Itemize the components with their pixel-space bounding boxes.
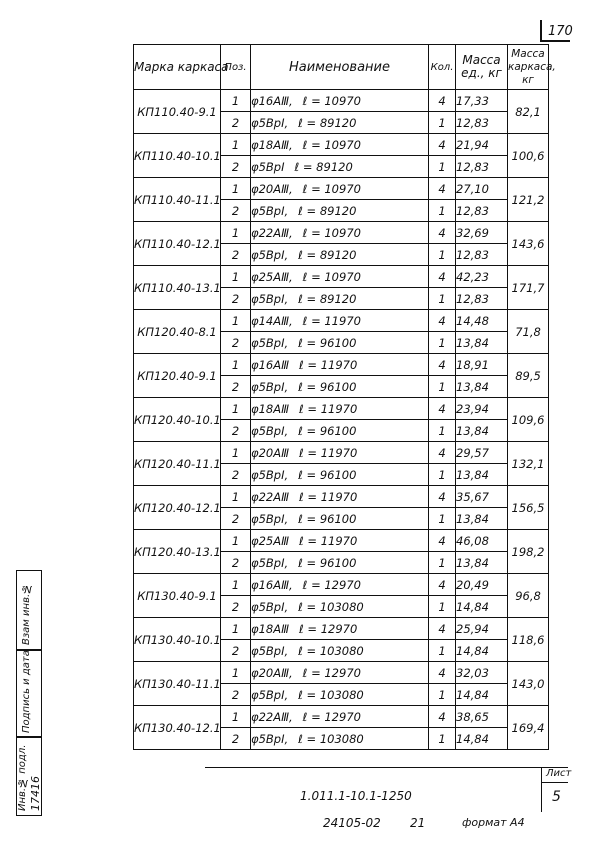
quantity-cell: 4 bbox=[429, 398, 456, 420]
frame-mark: КП110.40-10.1 bbox=[134, 134, 221, 178]
quantity-cell: 1 bbox=[429, 156, 456, 178]
header-qty: Кол. bbox=[429, 45, 456, 90]
table-row bbox=[134, 134, 549, 156]
bar-length: ℓ = 12970 bbox=[299, 621, 358, 636]
position-cell: 1 bbox=[221, 398, 251, 420]
bar-length: ℓ = 96100 bbox=[298, 511, 357, 526]
position-cell: 2 bbox=[221, 112, 251, 134]
table-row bbox=[134, 178, 549, 200]
unit-mass-cell: 20,49 bbox=[456, 574, 508, 596]
name-cell bbox=[251, 442, 429, 464]
unit-mass-cell: 12,83 bbox=[456, 200, 508, 222]
quantity-cell: 1 bbox=[429, 640, 456, 662]
table-row bbox=[134, 266, 549, 288]
footer-code: 24105-02 bbox=[323, 816, 381, 830]
name-cell bbox=[251, 266, 429, 288]
frame-mark: КП120.40-12.1 bbox=[134, 486, 221, 530]
stamp-inv-no-label: Инв.№ подл. bbox=[17, 744, 28, 811]
bar-spec: φ18AⅢ, bbox=[251, 137, 293, 152]
quantity-cell: 4 bbox=[429, 706, 456, 728]
frame-mark: КП110.40-9.1 bbox=[134, 90, 221, 134]
frame-mark: КП130.40-12.1 bbox=[134, 706, 221, 750]
name-cell bbox=[251, 486, 429, 508]
bar-spec: φ5BpI, bbox=[251, 643, 289, 658]
quantity-cell: 4 bbox=[429, 178, 456, 200]
frame-mass-cell: 118,6 bbox=[508, 618, 549, 662]
page-number: 170 bbox=[548, 24, 573, 39]
quantity-cell: 4 bbox=[429, 662, 456, 684]
unit-mass-cell: 12,83 bbox=[456, 156, 508, 178]
bar-length: ℓ = 89120 bbox=[298, 247, 357, 262]
unit-mass-cell: 14,84 bbox=[456, 640, 508, 662]
side-stamp bbox=[16, 570, 42, 816]
position-cell: 1 bbox=[221, 90, 251, 112]
bar-spec: φ25AⅢ, bbox=[251, 269, 293, 284]
bar-spec: φ5BpI, bbox=[251, 687, 289, 702]
bar-length: ℓ = 10970 bbox=[302, 181, 361, 196]
name-cell bbox=[251, 464, 429, 486]
bar-length: ℓ = 103080 bbox=[298, 731, 364, 746]
bar-spec: φ5BpI, bbox=[251, 203, 289, 218]
unit-mass-cell: 13,84 bbox=[456, 552, 508, 574]
bar-length: ℓ = 11970 bbox=[302, 313, 361, 328]
frame-mark: КП130.40-10.1 bbox=[134, 618, 221, 662]
position-cell: 1 bbox=[221, 134, 251, 156]
quantity-cell: 1 bbox=[429, 684, 456, 706]
name-cell bbox=[251, 684, 429, 706]
sheet-label: Лист bbox=[546, 768, 572, 779]
name-cell bbox=[251, 706, 429, 728]
bar-spec: φ5BpI, bbox=[251, 599, 289, 614]
position-cell: 2 bbox=[221, 728, 251, 750]
name-cell bbox=[251, 90, 429, 112]
position-cell: 1 bbox=[221, 662, 251, 684]
unit-mass-cell: 21,94 bbox=[456, 134, 508, 156]
stamp-divider-2 bbox=[17, 736, 41, 738]
table-row bbox=[134, 90, 549, 112]
frame-mass-cell: 169,4 bbox=[508, 706, 549, 750]
quantity-cell: 1 bbox=[429, 244, 456, 266]
frame-mass-cell: 82,1 bbox=[508, 90, 549, 134]
unit-mass-cell: 13,84 bbox=[456, 508, 508, 530]
unit-mass-cell: 17,33 bbox=[456, 90, 508, 112]
quantity-cell: 4 bbox=[429, 90, 456, 112]
table-row bbox=[134, 398, 549, 420]
bar-length: ℓ = 10970 bbox=[302, 269, 361, 284]
quantity-cell: 4 bbox=[429, 574, 456, 596]
unit-mass-cell: 38,65 bbox=[456, 706, 508, 728]
name-cell bbox=[251, 134, 429, 156]
frame-mass-cell: 198,2 bbox=[508, 530, 549, 574]
bar-spec: φ16AⅢ, bbox=[251, 93, 293, 108]
quantity-cell: 1 bbox=[429, 464, 456, 486]
position-cell: 1 bbox=[221, 310, 251, 332]
bar-spec: φ5BpI, bbox=[251, 379, 289, 394]
unit-mass-cell: 12,83 bbox=[456, 288, 508, 310]
name-cell bbox=[251, 574, 429, 596]
header-mark: Марка каркаса bbox=[134, 45, 221, 90]
frame-mass-cell: 121,2 bbox=[508, 178, 549, 222]
name-cell bbox=[251, 508, 429, 530]
bar-length: ℓ = 96100 bbox=[298, 379, 357, 394]
sheet-number: 5 bbox=[552, 789, 561, 805]
position-cell: 1 bbox=[221, 354, 251, 376]
position-cell: 2 bbox=[221, 552, 251, 574]
header-name: Наименование bbox=[251, 45, 429, 90]
bar-spec: φ5BpI, bbox=[251, 247, 289, 262]
unit-mass-cell: 32,69 bbox=[456, 222, 508, 244]
bar-length: ℓ = 11970 bbox=[299, 533, 358, 548]
specification-table bbox=[133, 44, 556, 750]
frame-mass-cell: 100,6 bbox=[508, 134, 549, 178]
bar-length: ℓ = 12970 bbox=[302, 577, 361, 592]
quantity-cell: 1 bbox=[429, 288, 456, 310]
table-row bbox=[134, 442, 549, 464]
quantity-cell: 4 bbox=[429, 486, 456, 508]
frame-mark: КП120.40-8.1 bbox=[134, 310, 221, 354]
table-row bbox=[134, 618, 549, 640]
bar-spec: φ20AⅢ, bbox=[251, 181, 293, 196]
stamp-replace-label: Взам инв.№ bbox=[21, 582, 32, 645]
quantity-cell: 4 bbox=[429, 310, 456, 332]
unit-mass-cell: 27,10 bbox=[456, 178, 508, 200]
bar-length: ℓ = 89120 bbox=[298, 203, 357, 218]
name-cell bbox=[251, 222, 429, 244]
bar-spec: φ16AⅢ bbox=[251, 357, 290, 372]
bar-length: ℓ = 103080 bbox=[298, 643, 364, 658]
page-number-divider bbox=[540, 20, 542, 42]
table-header bbox=[134, 45, 549, 90]
header-pos: Поз. bbox=[221, 45, 251, 90]
name-cell bbox=[251, 662, 429, 684]
name-cell bbox=[251, 354, 429, 376]
position-cell: 2 bbox=[221, 640, 251, 662]
bar-length: ℓ = 11970 bbox=[299, 445, 358, 460]
bar-spec: φ25AⅢ bbox=[251, 533, 290, 548]
unit-mass-cell: 25,94 bbox=[456, 618, 508, 640]
quantity-cell: 4 bbox=[429, 222, 456, 244]
name-cell bbox=[251, 200, 429, 222]
unit-mass-cell: 42,23 bbox=[456, 266, 508, 288]
name-cell bbox=[251, 596, 429, 618]
quantity-cell: 1 bbox=[429, 552, 456, 574]
bar-length: ℓ = 10970 bbox=[302, 225, 361, 240]
bar-spec: φ20AⅢ, bbox=[251, 665, 293, 680]
header-mass-frame: Масса каркаса, кг bbox=[508, 45, 549, 90]
position-cell: 1 bbox=[221, 706, 251, 728]
position-cell: 2 bbox=[221, 332, 251, 354]
name-cell bbox=[251, 332, 429, 354]
unit-mass-cell: 13,84 bbox=[456, 420, 508, 442]
footer-num: 21 bbox=[410, 816, 426, 830]
frame-mass-cell: 109,6 bbox=[508, 398, 549, 442]
bar-spec: φ22AⅢ bbox=[251, 489, 290, 504]
bar-spec: φ18AⅢ bbox=[251, 401, 290, 416]
frame-mark: КП130.40-9.1 bbox=[134, 574, 221, 618]
position-cell: 2 bbox=[221, 376, 251, 398]
bar-length: ℓ = 11970 bbox=[299, 489, 358, 504]
position-cell: 2 bbox=[221, 200, 251, 222]
bar-length: ℓ = 11970 bbox=[299, 357, 358, 372]
frame-mark: КП120.40-9.1 bbox=[134, 354, 221, 398]
unit-mass-cell: 14,48 bbox=[456, 310, 508, 332]
quantity-cell: 4 bbox=[429, 134, 456, 156]
quantity-cell: 4 bbox=[429, 530, 456, 552]
table-row bbox=[134, 310, 549, 332]
table-row bbox=[134, 662, 549, 684]
unit-mass-cell: 13,84 bbox=[456, 376, 508, 398]
stamp-inv-no-value: 17416 bbox=[29, 776, 42, 811]
quantity-cell: 1 bbox=[429, 200, 456, 222]
bar-spec: φ22AⅢ, bbox=[251, 225, 293, 240]
frame-mass-cell: 89,5 bbox=[508, 354, 549, 398]
frame-mass-cell: 132,1 bbox=[508, 442, 549, 486]
position-cell: 1 bbox=[221, 574, 251, 596]
unit-mass-cell: 13,84 bbox=[456, 464, 508, 486]
footer-format: формат А4 bbox=[462, 816, 525, 829]
bar-length: ℓ = 89120 bbox=[294, 159, 353, 174]
position-cell: 2 bbox=[221, 508, 251, 530]
position-cell: 2 bbox=[221, 156, 251, 178]
position-cell: 2 bbox=[221, 244, 251, 266]
position-cell: 1 bbox=[221, 178, 251, 200]
quantity-cell: 1 bbox=[429, 420, 456, 442]
bar-length: ℓ = 10970 bbox=[302, 93, 361, 108]
bar-length: ℓ = 96100 bbox=[298, 335, 357, 350]
name-cell bbox=[251, 640, 429, 662]
frame-mass-cell: 71,8 bbox=[508, 310, 549, 354]
bar-spec: φ5BpI, bbox=[251, 731, 289, 746]
frame-mark: КП120.40-13.1 bbox=[134, 530, 221, 574]
bar-spec: φ5BpI, bbox=[251, 291, 289, 306]
position-cell: 1 bbox=[221, 486, 251, 508]
frame-mass-cell: 96,8 bbox=[508, 574, 549, 618]
position-cell: 1 bbox=[221, 266, 251, 288]
table-row bbox=[134, 706, 549, 728]
position-cell: 1 bbox=[221, 618, 251, 640]
position-cell: 1 bbox=[221, 442, 251, 464]
table-row bbox=[134, 574, 549, 596]
position-cell: 2 bbox=[221, 684, 251, 706]
name-cell bbox=[251, 420, 429, 442]
quantity-cell: 4 bbox=[429, 442, 456, 464]
top-rule bbox=[540, 40, 570, 42]
table-row bbox=[134, 354, 549, 376]
unit-mass-cell: 23,94 bbox=[456, 398, 508, 420]
frame-mass-cell: 171,7 bbox=[508, 266, 549, 310]
table-row bbox=[134, 530, 549, 552]
name-cell bbox=[251, 310, 429, 332]
position-cell: 2 bbox=[221, 420, 251, 442]
name-cell bbox=[251, 244, 429, 266]
quantity-cell: 4 bbox=[429, 354, 456, 376]
frame-mark: КП120.40-11.1 bbox=[134, 442, 221, 486]
unit-mass-cell: 13,84 bbox=[456, 332, 508, 354]
bar-length: ℓ = 96100 bbox=[298, 555, 357, 570]
unit-mass-cell: 18,91 bbox=[456, 354, 508, 376]
unit-mass-cell: 46,08 bbox=[456, 530, 508, 552]
quantity-cell: 1 bbox=[429, 596, 456, 618]
bar-spec: φ5BpI, bbox=[251, 511, 289, 526]
unit-mass-cell: 14,84 bbox=[456, 728, 508, 750]
quantity-cell: 1 bbox=[429, 332, 456, 354]
name-cell bbox=[251, 178, 429, 200]
bar-length: ℓ = 103080 bbox=[298, 599, 364, 614]
unit-mass-cell: 14,84 bbox=[456, 596, 508, 618]
name-cell bbox=[251, 112, 429, 134]
name-cell bbox=[251, 288, 429, 310]
frame-mark: КП110.40-11.1 bbox=[134, 178, 221, 222]
bar-length: ℓ = 103080 bbox=[298, 687, 364, 702]
frame-mass-cell: 143,6 bbox=[508, 222, 549, 266]
bar-spec: φ5BpI, bbox=[251, 335, 289, 350]
bar-length: ℓ = 96100 bbox=[298, 423, 357, 438]
name-cell bbox=[251, 552, 429, 574]
quantity-cell: 4 bbox=[429, 618, 456, 640]
position-cell: 2 bbox=[221, 596, 251, 618]
frame-mass-cell: 143,0 bbox=[508, 662, 549, 706]
document-number: 1.011.1-10.1-1250 bbox=[300, 789, 412, 803]
frame-mark: КП130.40-11.1 bbox=[134, 662, 221, 706]
name-cell bbox=[251, 728, 429, 750]
name-cell bbox=[251, 530, 429, 552]
bar-spec: φ18AⅢ bbox=[251, 621, 290, 636]
quantity-cell: 1 bbox=[429, 112, 456, 134]
sheet-divider bbox=[541, 782, 568, 783]
name-cell bbox=[251, 398, 429, 420]
quantity-cell: 1 bbox=[429, 376, 456, 398]
bar-length: ℓ = 11970 bbox=[299, 401, 358, 416]
unit-mass-cell: 35,67 bbox=[456, 486, 508, 508]
unit-mass-cell: 14,84 bbox=[456, 684, 508, 706]
bar-length: ℓ = 89120 bbox=[298, 115, 357, 130]
bar-spec: φ5BpI bbox=[251, 159, 285, 174]
frame-mass-cell: 156,5 bbox=[508, 486, 549, 530]
bar-length: ℓ = 12970 bbox=[302, 665, 361, 680]
name-cell bbox=[251, 156, 429, 178]
frame-mark: КП120.40-10.1 bbox=[134, 398, 221, 442]
bar-spec: φ16AⅢ, bbox=[251, 577, 293, 592]
position-cell: 1 bbox=[221, 530, 251, 552]
bar-spec: φ5BpI, bbox=[251, 423, 289, 438]
unit-mass-cell: 12,83 bbox=[456, 244, 508, 266]
bar-spec: φ14AⅢ, bbox=[251, 313, 293, 328]
bar-length: ℓ = 12970 bbox=[302, 709, 361, 724]
unit-mass-cell: 12,83 bbox=[456, 112, 508, 134]
name-cell bbox=[251, 618, 429, 640]
position-cell: 1 bbox=[221, 222, 251, 244]
bar-spec: φ5BpI, bbox=[251, 115, 289, 130]
frame-mark: КП110.40-13.1 bbox=[134, 266, 221, 310]
stamp-sign-date-label: Подпись и дата bbox=[21, 650, 32, 733]
header-mass-unit: Масса ед., кг bbox=[456, 45, 508, 90]
unit-mass-cell: 32,03 bbox=[456, 662, 508, 684]
bar-spec: φ22AⅢ, bbox=[251, 709, 293, 724]
quantity-cell: 1 bbox=[429, 728, 456, 750]
bar-spec: φ20AⅢ bbox=[251, 445, 290, 460]
quantity-cell: 4 bbox=[429, 266, 456, 288]
position-cell: 2 bbox=[221, 288, 251, 310]
frame-mark: КП110.40-12.1 bbox=[134, 222, 221, 266]
bar-spec: φ5BpI, bbox=[251, 555, 289, 570]
bar-length: ℓ = 10970 bbox=[302, 137, 361, 152]
unit-mass-cell: 29,57 bbox=[456, 442, 508, 464]
quantity-cell: 1 bbox=[429, 508, 456, 530]
name-cell bbox=[251, 376, 429, 398]
bar-spec: φ5BpI, bbox=[251, 467, 289, 482]
table-row bbox=[134, 486, 549, 508]
position-cell: 2 bbox=[221, 464, 251, 486]
bar-length: ℓ = 96100 bbox=[298, 467, 357, 482]
table-row bbox=[134, 222, 549, 244]
bar-length: ℓ = 89120 bbox=[298, 291, 357, 306]
